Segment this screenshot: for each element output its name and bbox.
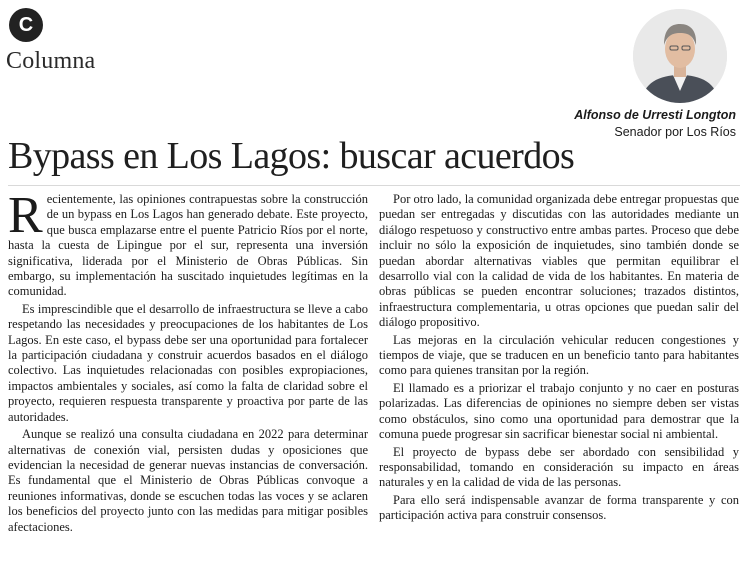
article-paragraph: Aunque se realizó una consulta ciudadana en 2022 para determinar alternativas de conexión vial, persisten dudas y oposiciones que evidencian la necesidad de generar nuevas instancias de conversación. Es fundamental que el Ministerio de Obras Públicas convoque a reuniones informativas, donde se escuchen todas las voces y se aclaren los beneficios del proyecto junto con las medidas para mitigar posibles afectaciones. xyxy=(8,427,368,534)
article-title: Bypass en Los Lagos: buscar acuerdos xyxy=(8,135,575,177)
column-badge: C xyxy=(9,8,43,42)
article-paragraph: Es imprescindible que el desarrollo de infraestructura se lleve a cabo respetando las necesidades y preocupaciones de los habitantes de Los Lagos. En este caso, el bypass debe ser una oportunidad para fortalecer la participación ciudadana y construir acuerdos basados en el diálogo colectivo. Las inquietudes relacionadas con posibles expropiaciones, impactos ambientales y sociales, así como la falta de claridad sobre el proyecto, requieren respuesta transparente y proactiva por parte de las autoridades. xyxy=(8,301,368,424)
section-label: Columna xyxy=(6,48,96,74)
article-column-right xyxy=(379,192,739,526)
author-byline xyxy=(574,108,736,139)
paragraph-text: ecientemente, las opiniones contrapuestas sobre la construcción de un bypass en Los Lagos han generado debate. Este proyecto, que busca emplazarse entre el puente Patricio Ríos por el norte, hasta la cuesta de Lipingue por el sur, representa una inversión significativa, liderada por el Ministerio de Obras Públicas. Sin embargo, su implementación ha suscitado inquietudes legítimas en la comunidad. xyxy=(8,192,368,299)
article-column-left xyxy=(8,187,368,537)
author-role: Senador por Los Ríos xyxy=(614,125,736,139)
article-paragraph: Las mejoras en la circulación vehicular reducen congestiones y tiempos de viaje, que se traducen en un beneficio tanto para habitantes como para quienes transitan por la región. xyxy=(379,332,739,378)
article-paragraph: El llamado es a priorizar el trabajo conjunto y no caer en posturas polarizadas. Las diferencias de opiniones no siempre deben ser vistas como obstáculos, sino como una oportunidad para demostrar que la comuna puede progresar sin sacrificar bienestar social ni ambiental. xyxy=(379,380,739,442)
author-name: Alfonso de Urresti Longton xyxy=(574,108,736,122)
article-paragraph xyxy=(8,187,368,300)
article-paragraph: El proyecto de bypass debe ser abordado con sensibilidad y responsabilidad, tomando en consideración su impacto en áreas naturales y en la calidad de vida de las personas. xyxy=(379,444,739,490)
article-paragraph: Por otro lado, la comunidad organizada debe entregar propuestas que puedan ser entregadas y discutidas con las autoridades mediante un diálogo respetuoso y constructivo entre ambas partes. Proceso que debe incluir no sólo la exposición de inquietudes, sino también donde se puedan abordar alternativas viables que permitan equilibrar el desarrollo vial con la calidad de vida de los habitantes. En materia de obras públicas se pueden encontrar soluciones; trazados distintos, infraestructura complementaria, u otras opciones que puedan salir del diálogo propositivo. xyxy=(379,192,739,330)
author-photo xyxy=(633,9,727,103)
drop-cap: R xyxy=(8,187,43,244)
title-divider xyxy=(8,185,740,186)
article-paragraph: Para ello será indispensable avanzar de forma transparente y con participación activa para construir consensos. xyxy=(379,492,739,523)
